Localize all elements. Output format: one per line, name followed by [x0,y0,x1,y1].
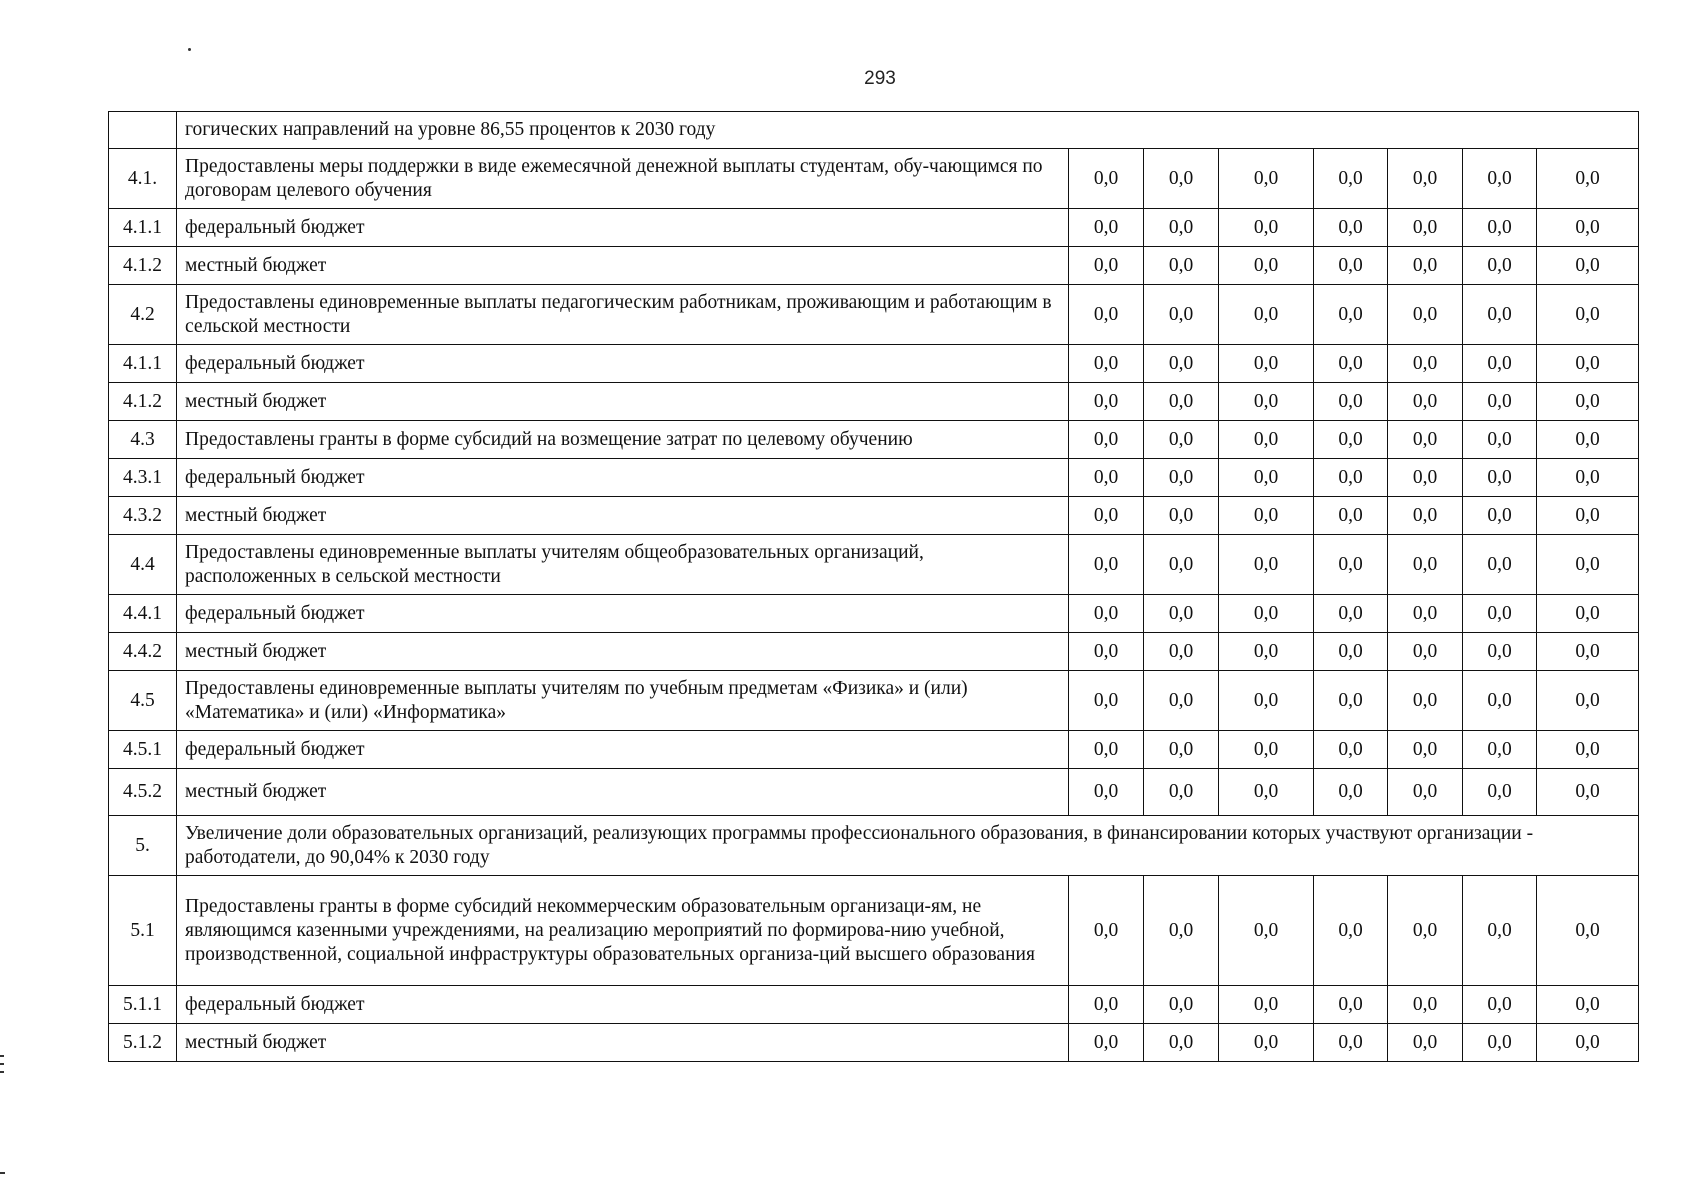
value-cell: 0,0 [1537,149,1639,209]
value-cell: 0,0 [1069,149,1144,209]
value-cell: 0,0 [1314,633,1388,671]
row-number: 4.2 [109,285,177,345]
row-description: местный бюджет [177,633,1069,671]
value-cell: 0,0 [1219,535,1314,595]
value-cell: 0,0 [1537,421,1639,459]
value-cell: 0,0 [1463,209,1537,247]
value-cell: 0,0 [1219,383,1314,421]
section-title: гогических направлений на уровне 86,55 процентов к 2030 году [177,112,1639,149]
value-cell: 0,0 [1069,876,1144,986]
row-description: местный бюджет [177,383,1069,421]
value-cell: 0,0 [1314,209,1388,247]
value-cell: 0,0 [1069,769,1144,816]
value-cell: 0,0 [1144,535,1219,595]
value-cell: 0,0 [1144,731,1219,769]
value-cell: 0,0 [1069,1024,1144,1062]
value-cell: 0,0 [1463,535,1537,595]
value-cell: 0,0 [1219,876,1314,986]
value-cell: 0,0 [1144,247,1219,285]
table-row [109,535,1639,595]
value-cell: 0,0 [1314,383,1388,421]
row-description: федеральный бюджет [177,459,1069,497]
value-cell: 0,0 [1069,595,1144,633]
value-cell: 0,0 [1069,731,1144,769]
value-cell: 0,0 [1069,671,1144,731]
value-cell: 0,0 [1388,421,1463,459]
value-cell: 0,0 [1219,1024,1314,1062]
value-cell: 0,0 [1537,1024,1639,1062]
row-number: 4.5 [109,671,177,731]
row-description: федеральный бюджет [177,986,1069,1024]
value-cell: 0,0 [1144,769,1219,816]
row-description: федеральный бюджет [177,731,1069,769]
value-cell: 0,0 [1069,986,1144,1024]
value-cell: 0,0 [1463,421,1537,459]
value-cell: 0,0 [1388,383,1463,421]
value-cell: 0,0 [1314,671,1388,731]
row-description: Предоставлены единовременные выплаты педагогическим работникам, проживающим и работающим в сельской местности [177,285,1069,345]
row-number: 4.4.1 [109,595,177,633]
table-row [109,459,1639,497]
value-cell: 0,0 [1388,986,1463,1024]
row-number: 5. [109,816,177,876]
value-cell: 0,0 [1388,345,1463,383]
value-cell: 0,0 [1388,209,1463,247]
value-cell: 0,0 [1463,731,1537,769]
value-cell: 0,0 [1388,535,1463,595]
value-cell: 0,0 [1463,459,1537,497]
value-cell: 0,0 [1463,633,1537,671]
value-cell: 0,0 [1069,633,1144,671]
table-row [109,986,1639,1024]
value-cell: 0,0 [1069,497,1144,535]
value-cell: 0,0 [1314,986,1388,1024]
row-description: федеральный бюджет [177,209,1069,247]
table-row [109,383,1639,421]
row-number: 4.1.1 [109,209,177,247]
value-cell: 0,0 [1069,285,1144,345]
value-cell: 0,0 [1388,595,1463,633]
value-cell: 0,0 [1314,285,1388,345]
table-row [109,247,1639,285]
edge-mark [0,1172,5,1174]
header-row [109,112,1639,149]
value-cell: 0,0 [1463,149,1537,209]
value-cell: 0,0 [1537,731,1639,769]
value-cell: 0,0 [1219,731,1314,769]
value-cell: 0,0 [1537,497,1639,535]
value-cell: 0,0 [1537,247,1639,285]
table-row [109,876,1639,986]
row-number: 5.1.2 [109,1024,177,1062]
value-cell: 0,0 [1463,345,1537,383]
value-cell: 0,0 [1314,421,1388,459]
value-cell: 0,0 [1144,383,1219,421]
scan-speck [188,48,191,51]
value-cell: 0,0 [1537,383,1639,421]
value-cell: 0,0 [1388,247,1463,285]
value-cell: 0,0 [1144,595,1219,633]
value-cell: 0,0 [1219,247,1314,285]
row-description: федеральный бюджет [177,345,1069,383]
row-number: 4.4.2 [109,633,177,671]
value-cell: 0,0 [1388,149,1463,209]
value-cell: 0,0 [1144,421,1219,459]
value-cell: 0,0 [1463,986,1537,1024]
value-cell: 0,0 [1144,986,1219,1024]
value-cell: 0,0 [1314,459,1388,497]
row-description: Предоставлены гранты в форме субсидий на возмещение затрат по целевому обучению [177,421,1069,459]
value-cell: 0,0 [1144,459,1219,497]
value-cell: 0,0 [1219,285,1314,345]
value-cell: 0,0 [1537,535,1639,595]
value-cell: 0,0 [1463,1024,1537,1062]
row-description: федеральный бюджет [177,595,1069,633]
value-cell: 0,0 [1219,209,1314,247]
section-row [109,816,1639,876]
section-title: Увеличение доли образовательных организаций, реализующих программы профессионального образования, в финансировании которых участвуют организации - работодатели, до 90,04% к 2030 году [177,816,1639,876]
row-number: 5.1.1 [109,986,177,1024]
value-cell: 0,0 [1388,633,1463,671]
value-cell: 0,0 [1388,769,1463,816]
row-number: 4.3.2 [109,497,177,535]
value-cell: 0,0 [1144,497,1219,535]
value-cell: 0,0 [1537,345,1639,383]
table-row [109,345,1639,383]
page-number: 293 [864,68,896,89]
table-row [109,769,1639,816]
value-cell: 0,0 [1219,421,1314,459]
value-cell: 0,0 [1537,876,1639,986]
value-cell: 0,0 [1219,345,1314,383]
value-cell: 0,0 [1537,285,1639,345]
value-cell: 0,0 [1463,595,1537,633]
value-cell: 0,0 [1537,986,1639,1024]
table-row [109,633,1639,671]
value-cell: 0,0 [1144,633,1219,671]
row-number: 4.4 [109,535,177,595]
row-description: местный бюджет [177,497,1069,535]
row-number: 4.5.1 [109,731,177,769]
row-description: местный бюджет [177,769,1069,816]
value-cell: 0,0 [1314,595,1388,633]
value-cell: 0,0 [1537,209,1639,247]
row-description: местный бюджет [177,247,1069,285]
value-cell: 0,0 [1069,383,1144,421]
value-cell: 0,0 [1069,247,1144,285]
value-cell: 0,0 [1388,1024,1463,1062]
table-row [109,731,1639,769]
table-row [109,497,1639,535]
value-cell: 0,0 [1219,633,1314,671]
value-cell: 0,0 [1314,345,1388,383]
table-row [109,209,1639,247]
row-number: 4.3.1 [109,459,177,497]
row-number: 4.1.1 [109,345,177,383]
value-cell: 0,0 [1069,345,1144,383]
value-cell: 0,0 [1069,535,1144,595]
value-cell: 0,0 [1144,671,1219,731]
value-cell: 0,0 [1463,876,1537,986]
value-cell: 0,0 [1219,497,1314,535]
row-number: 4.5.2 [109,769,177,816]
value-cell: 0,0 [1219,769,1314,816]
value-cell: 0,0 [1388,459,1463,497]
row-number: 4.1. [109,149,177,209]
table-body [109,112,1639,1062]
value-cell: 0,0 [1314,769,1388,816]
value-cell: 0,0 [1144,345,1219,383]
value-cell: 0,0 [1463,383,1537,421]
edge-marks [0,1055,4,1079]
row-number: 4.1.2 [109,247,177,285]
value-cell: 0,0 [1463,247,1537,285]
value-cell: 0,0 [1463,285,1537,345]
value-cell: 0,0 [1314,731,1388,769]
value-cell: 0,0 [1537,769,1639,816]
row-description: Предоставлены гранты в форме субсидий некоммерческим образовательным организаци-ям, не являющимся казенными учреждениями, на реализацию мероприятий по формирова-нию учебной, производственной, социальной инфраструктуры образовательных организа-ций высшего образования [177,876,1069,986]
value-cell: 0,0 [1463,671,1537,731]
value-cell: 0,0 [1537,595,1639,633]
value-cell: 0,0 [1314,247,1388,285]
value-cell: 0,0 [1144,149,1219,209]
value-cell: 0,0 [1219,595,1314,633]
row-number: 4.3 [109,421,177,459]
value-cell: 0,0 [1537,459,1639,497]
row-number: 5.1 [109,876,177,986]
table-row [109,285,1639,345]
value-cell: 0,0 [1314,1024,1388,1062]
budget-table [108,111,1639,1062]
value-cell: 0,0 [1144,876,1219,986]
value-cell: 0,0 [1314,149,1388,209]
table-row [109,1024,1639,1062]
value-cell: 0,0 [1219,986,1314,1024]
value-cell: 0,0 [1537,671,1639,731]
row-description: Предоставлены единовременные выплаты учителям общеобразовательных организаций, расположенных в сельской местности [177,535,1069,595]
value-cell: 0,0 [1219,149,1314,209]
value-cell: 0,0 [1388,497,1463,535]
row-number [109,112,177,149]
row-description: Предоставлены единовременные выплаты учителям по учебным предметам «Физика» и (или) «Математика» и (или) «Информатика» [177,671,1069,731]
row-number: 4.1.2 [109,383,177,421]
value-cell: 0,0 [1144,209,1219,247]
value-cell: 0,0 [1463,769,1537,816]
table-row [109,595,1639,633]
value-cell: 0,0 [1537,633,1639,671]
value-cell: 0,0 [1144,285,1219,345]
value-cell: 0,0 [1314,497,1388,535]
value-cell: 0,0 [1314,876,1388,986]
value-cell: 0,0 [1388,731,1463,769]
value-cell: 0,0 [1388,285,1463,345]
value-cell: 0,0 [1069,421,1144,459]
value-cell: 0,0 [1388,876,1463,986]
value-cell: 0,0 [1314,535,1388,595]
row-description: местный бюджет [177,1024,1069,1062]
value-cell: 0,0 [1463,497,1537,535]
table-row [109,671,1639,731]
value-cell: 0,0 [1069,209,1144,247]
table-row [109,149,1639,209]
value-cell: 0,0 [1219,671,1314,731]
row-description: Предоставлены меры поддержки в виде ежемесячной денежной выплаты студентам, обу-чающимся по договорам целевого обучения [177,149,1069,209]
table-row [109,421,1639,459]
value-cell: 0,0 [1388,671,1463,731]
value-cell: 0,0 [1144,1024,1219,1062]
value-cell: 0,0 [1219,459,1314,497]
value-cell: 0,0 [1069,459,1144,497]
